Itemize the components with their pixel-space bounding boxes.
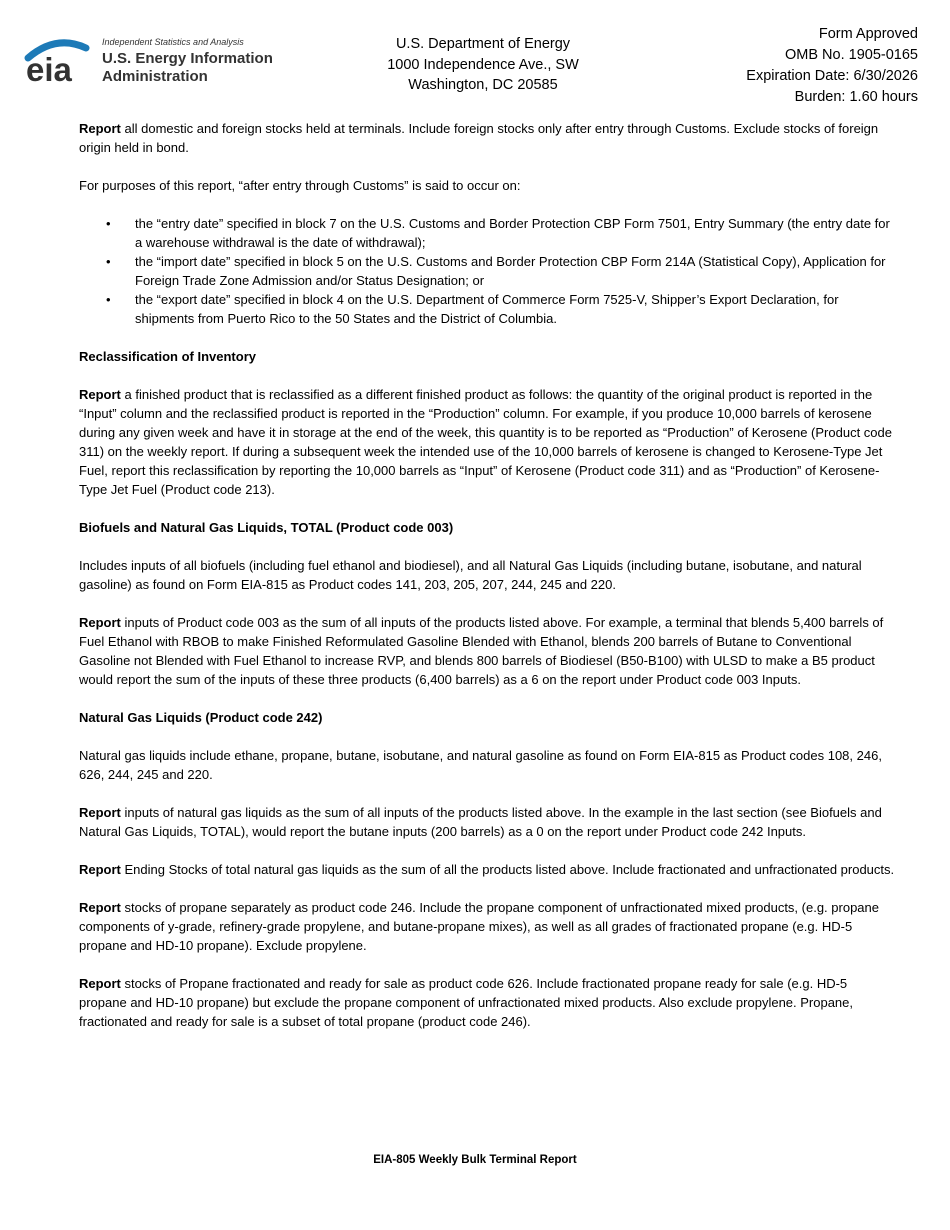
paragraph-ngl-includes: Natural gas liquids include ethane, propane, butane, isobutane, and natural gasoline as found on Form EIA-815 as Product codes 108, 246, 626, 244, 245 and 220.	[79, 748, 882, 782]
list-item-text: the “export date” specified in block 4 on the U.S. Department of Commerce Form 7525-V, Shipper’s Export Declaration, for shipments from Puerto Rico to the 50 States and the District of Columbia.	[135, 292, 839, 326]
logo-name-line2: Administration	[102, 68, 208, 85]
customs-date-list	[79, 214, 895, 328]
page-footer-title: EIA-805 Weekly Bulk Terminal Report	[373, 1154, 577, 1166]
paragraph-text: stocks of Propane fractionated and ready for sale as product code 626. Include fractionated propane ready for sale (e.g. HD-5 propane and HD-10 propane) but exclude the propane component of unfractionated mixed products. Also exclude propylene. Propane, fractionated and ready for sale is a subset of total propane (product code 246).	[79, 976, 854, 1029]
bullet-icon: •	[106, 292, 111, 307]
bullet-icon: •	[106, 216, 111, 231]
list-item	[79, 290, 895, 328]
paragraph-text: inputs of Product code 003 as the sum of all inputs of the products listed above. For example, a terminal that blends 5,400 barrels of Fuel Ethanol with RBOB to make Finished Reformulated Gasoline Blended with Ethanol, blends 200 barrels of Butane to Conventional Gasoline not Blended with Fuel Ethanol to increase RVP, and blends 800 barrels of Biodiesel (B50-B100) with ULSD to make a B5 product would report the sum of the inputs of these three products (6,400 barrels) as a 6 on the report under Product code 003 Inputs.	[79, 615, 884, 687]
address-line1: U.S. Department of Energy	[395, 36, 571, 52]
paragraph-biofuels-report	[79, 613, 895, 689]
paragraph-propane-fractionated	[79, 974, 895, 1031]
omb-number: OMB No. 1905-0165	[785, 47, 918, 63]
eia-logo-mark	[24, 36, 100, 86]
bullet-icon: •	[106, 254, 111, 269]
paragraph-ngl-inputs	[79, 803, 895, 841]
paragraph-text: a finished product that is reclassified as a different finished product as follows: the quantity of the original product is reported in the “Input” column and the reclassified product is reported in the “Production” column. For example, if you produce 10,000 barrels of kerosene during any given week and have it in storage at the end of the week, this quantity is to be reported as “Production” of Kerosene (Product code 311) on the weekly report. If during a subsequent week the intended use of the 10,000 barrels of kerosene is changed to Kerosene-Type Jet Fuel, report this reclassification by reporting the 10,000 barrels as “Input” of Kerosene (Product code 311) and as “Production” of Kerosene-Type Jet Fuel (Product code 213).	[79, 387, 892, 497]
paragraph-text: inputs of natural gas liquids as the sum of all inputs of the products listed above. In the example in the last section (see Biofuels and Natural Gas Liquids, TOTAL), would report the butane inputs (200 barrels) as a 0 on the report under Product code 242 Inputs.	[79, 805, 882, 839]
paragraph-propane-stocks	[79, 898, 895, 955]
list-item-text: the “entry date” specified in block 7 on the U.S. Customs and Border Protection CBP Form 7501, Entry Summary (the entry date for a warehouse withdrawal is the date of withdrawal);	[135, 216, 890, 250]
report-keyword: Report	[79, 976, 121, 991]
paragraph-text: stocks of propane separately as product code 246. Include the propane component of unfractionated mixed products, (e.g. propane components of y-grade, refinery-grade propylene, and butane-propane mixes), as well as all grades of fractionated propane (e.g. HD-5 propane and HD-10 propane). Exclude propylene.	[79, 900, 879, 953]
eia-logo-letters: eia	[26, 51, 72, 86]
report-keyword: Report	[79, 121, 121, 136]
address-line2: 1000 Independence Ave., SW	[387, 56, 579, 73]
report-keyword: Report	[79, 805, 121, 820]
paragraph-text: all domestic and foreign stocks held at terminals. Include foreign stocks only after entry through Customs. Exclude stocks of foreign origin held in bond.	[79, 121, 879, 155]
report-keyword: Report	[79, 900, 121, 915]
report-keyword: Report	[79, 615, 121, 630]
instructions-body	[79, 119, 895, 1050]
report-keyword: Report	[79, 387, 121, 402]
paragraph-reclassification	[79, 385, 895, 499]
heading-biofuels-ngl-total: Biofuels and Natural Gas Liquids, TOTAL (Product code 003)	[79, 520, 454, 535]
agency-address	[330, 34, 636, 96]
list-item	[79, 252, 895, 290]
approval-status: Form Approved	[818, 26, 918, 42]
paragraph-biofuels-includes: Includes inputs of all biofuels (including fuel ethanol and biodiesel), and all Natural Gas Liquids (including butane, isobutane, and natural gasoline) as found on Form EIA-815 as Product codes 141, 203, 205, 207, 244, 245 and 220.	[79, 558, 862, 592]
expiration-date: Expiration Date: 6/30/2026	[746, 68, 918, 84]
eia-logo	[24, 36, 294, 86]
list-item-text: the “import date” specified in block 5 on the U.S. Customs and Border Protection CBP Form 214A (Statistical Copy), Application for Foreign Trade Zone Admission and/or Status Designation; or	[135, 254, 886, 288]
eia-logo-wordmark	[102, 38, 273, 86]
paragraph-stocks-held	[79, 119, 895, 157]
list-item	[79, 214, 895, 252]
paragraph-text: Ending Stocks of total natural gas liquids as the sum of all the products listed above. Include fractionated and unfractionated products.	[120, 862, 895, 877]
paragraph-ngl-ending-stocks	[79, 860, 895, 879]
logo-name-line1: U.S. Energy Information	[102, 50, 273, 67]
heading-reclassification: Reclassification of Inventory	[79, 349, 256, 364]
form-approval-block	[746, 24, 918, 108]
burden-hours: Burden: 1.60 hours	[794, 89, 918, 105]
logo-tagline: Independent Statistics and Analysis	[102, 37, 244, 47]
heading-natural-gas-liquids: Natural Gas Liquids (Product code 242)	[79, 710, 323, 725]
address-line3: Washington, DC 20585	[408, 77, 558, 93]
report-keyword: Report	[79, 862, 121, 877]
paragraph-customs-intro: For purposes of this report, “after entry through Customs” is said to occur on:	[79, 178, 521, 193]
